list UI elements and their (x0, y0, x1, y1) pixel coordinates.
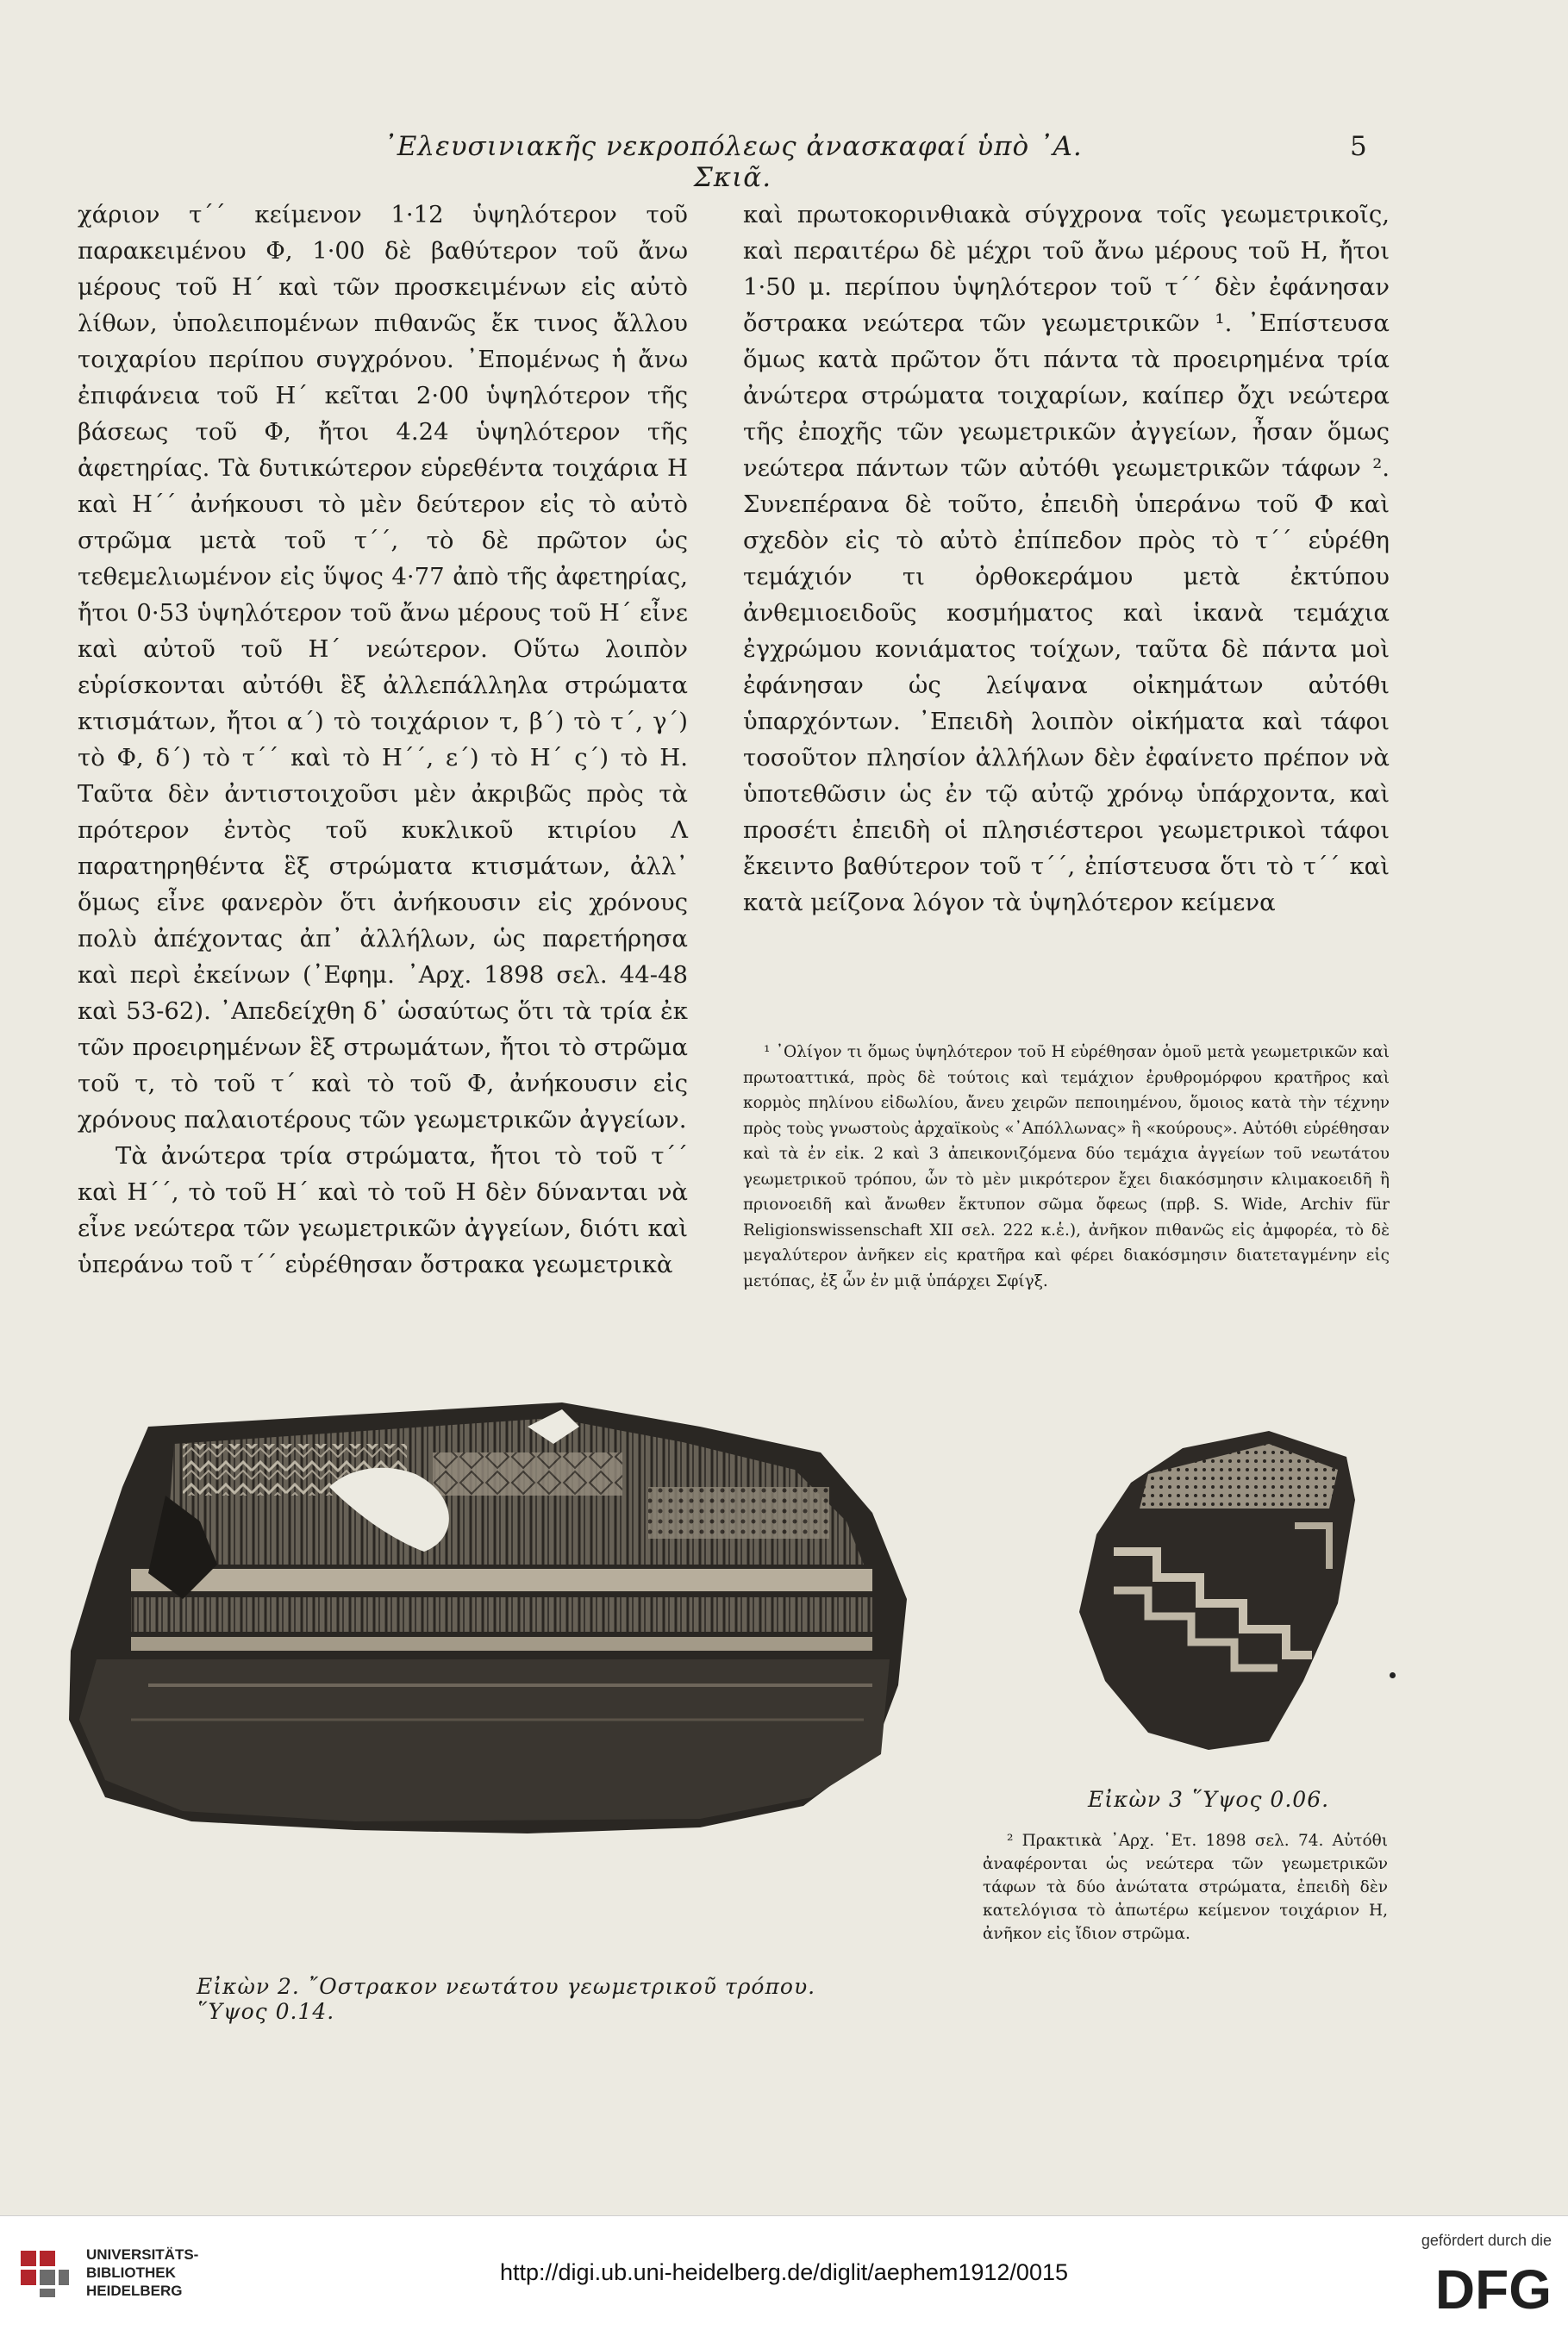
dfg-logo-icon (1405, 2262, 1552, 2315)
figure-2-caption: Εἰκὼν 2. ῎Οστρακον νεωτάτου γεωμετρικοῦ τρόπου. ῞Υψος 0.14. (197, 1974, 816, 2024)
footer-bar (0, 2215, 1568, 2330)
footnote-2-block (983, 1829, 1388, 1946)
left-paragraph-1: χάριον τ´´ κείμενον 1·12 ὑψηλότερον τοῦ παρακειμένου Φ, 1·00 δὲ βαθύτερον τοῦ ἄνω μέρους τοῦ Η´ καὶ τῶν προσκειμένων εἰς αὐτὸ λίθων, ὑπολειπομένων πιθανῶς ἔκ τινος ἄλλου τοιχαρίου περίπου συγχρόνου. ᾽Επομένως ἡ ἄνω ἐπιφάνεια τοῦ Η´ κεῖται 2·00 ὑψηλότερον τῆς βάσεως τοῦ Φ, ἤτοι 4.24 ὑψηλότερον τῆς ἀφετηρίας. Τὰ δυτικώτερον εὑρεθέντα τοιχάρια Η καὶ Η´´ ἀνήκουσι τὸ μὲν δεύτερον εἰς τὸ αὐτὸ στρῶμα μετὰ τοῦ τ´´, τὸ δὲ πρῶτον ὡς τεθεμελιωμένον εἰς ὕψος 4·77 ἀπὸ τῆς ἀφετηρίας, ἤτοι 0·53 ὑψηλότερον τοῦ ἄνω μέρους τοῦ Η´ εἶνε καὶ αὐτοῦ τοῦ Η´ νεώτερον. Οὕτω λοιπὸν εὑρίσκονται αὐτόθι ἓξ ἀλλεπάλληλα στρώματα κτισμάτων, ἤτοι α´) τὸ τοιχάριον τ, β´) τὸ τ´, γ´) τὸ Φ, δ´) τὸ τ´´ καὶ τὸ Η´´, ε´) τὸ Η´ ς´) τὸ Η. Ταῦτα δὲν ἀντιστοιχοῦσι μὲν ἀκριβῶς πρὸς τὰ πρότερον ἐντὸς τοῦ κυκλικοῦ κτιρίου Λ παρατηρηθέντα ἓξ στρώματα κτισμάτων, ἀλλ᾽ ὅμως εἶνε φανερὸν ὅτι ἀνήκουσιν εἰς χρόνους πολὺ ἀπέχοντας ἀπ᾽ ἀλλήλων, ὡς παρετήρησα καὶ περὶ ἐκείνων (᾽Εφημ. ᾽Αρχ. 1898 σελ. 44-48 καὶ 53-62). ᾽Απεδείχθη δ᾽ ὡσαύτως ὅτι τὰ τρία ἐκ τῶν προειρημένων ἓξ στρωμάτων, ἤτοι τὸ στρῶμα τοῦ τ, τὸ τοῦ τ´ καὶ τὸ τοῦ Φ, ἀνήκουσιν εἰς χρόνους παλαιοτέρους τῶν γεωμετρικῶν ἀγγείων. (78, 201, 688, 1134)
left-column (78, 197, 688, 1283)
funded-by-label: gefördert durch die (1421, 2232, 1552, 2249)
right-paragraph-1: καὶ πρωτοκορινθιακὰ σύγχρονα τοῖς γεωμετρικοῖς, καὶ περαιτέρω δὲ μέχρι τοῦ ἄνω μέρους τοῦ Η, ἤτοι 1·50 μ. περίπου ὑψηλότερον τοῦ τ´´ δὲν ἐφάνησαν ὄστρακα νεώτερα τῶν γεωμετρικῶν ¹. ᾽Επίστευσα ὅμως κατὰ πρῶτον ὅτι πάντα τὰ προειρημένα τρία ἀνώτερα στρώματα τοιχαρίων, καίπερ ὄχι νεώτερα τῆς ἐποχῆς τῶν γεωμετρικῶν ἀγγείων, ἦσαν ὅμως νεώτερα πάντων τῶν αὐτόθι γεωμετρικῶν τάφων ². Συνεπέρανα δὲ τοῦτο, ἐπειδὴ ὑπεράνω τοῦ Φ καὶ σχεδὸν εἰς τὸ αὐτὸ ἐπίπεδον πρὸς τὸ τ´´ εὑρέθη τεμάχιόν τι ὀρθοκεράμου μετὰ ἐκτύπου ἀνθεμιοειδοῦς κοσμήματος καὶ ἱκανὰ τεμάχια ἐγχρώμου κονιάματος τοίχων, ταῦτα δὲ πάντα μοὶ ἐφάνησαν ὡς λείψανα οἰκημάτων αὐτόθι ὑπαρχόντων. ᾽Επειδὴ λοιπὸν οἰκήματα καὶ τάφοι τοσοῦτον πλησίον ἀλλήλων δὲν ἐφαίνετο πρέπον νὰ ὑποτεθῶσιν ὡς ἐν τῷ αὐτῷ χρόνῳ ὑπάρχοντα, καὶ προσέτι ἐπειδὴ οἱ πλησιέστεροι γεωμετρικοὶ τάφοι ἔκειντο βαθύτερον τοῦ τ´´, ἐπίστευσα ὅτι τὸ τ´´ καὶ κατὰ μείζονα λόγον τὰ ὑψηλότερον κείμενα (743, 201, 1390, 916)
dfg-logo-text: DFG (1434, 2262, 1552, 2315)
footnote-2: ² Πρακτικὰ ᾽Αρχ. ῾Ετ. 1898 σελ. 74. Αὐτόθι ἀναφέρονται ὡς νεώτερα τῶν γεωμετρικῶν τάφων τὰ δύο ἀνώτατα στρώματα, ἐπειδὴ δὲν κατελόγισα τὸ ἀπωτέρω κείμενον τοιχάριον Η, ἀνῆκον εἰς ἴδιον στρῶμα. (983, 1832, 1388, 1943)
footnote-1-block (743, 1040, 1390, 1294)
figure-2-sherd-image (45, 1392, 922, 1839)
source-url[interactable]: http://digi.ub.uni-heidelberg.de/diglit/aephem1912/0015 (500, 2259, 1068, 2285)
figure-3-sherd-image (1053, 1422, 1374, 1758)
figure-3-caption: Εἰκὼν 3 ῞Υψος 0.06. (1088, 1787, 1330, 1812)
page-number: 5 (1350, 131, 1367, 162)
footnote-1: ¹ ᾽Ολίγον τι ὅμως ὑψηλότερον τοῦ Η εὑρέθησαν ὁμοῦ μετὰ γεωμετρικῶν καὶ πρωτοαττικά, πρὸς δὲ τούτοις καὶ τεμάχιον ἐρυθρομόρφου κρατῆρος καὶ κορμὸς πηλίνου εἰδωλίου, ἄνευ χειρῶν πεποιημένου, ὅμοιος κατὰ τὴν τέχνην πρὸς τοὺς γνωστοὺς ἀρχαϊκοὺς «᾽Απόλλωνας» ἢ «κούρους». Αὐτόθι εὑρέθησαν καὶ τὰ ἐν εἰκ. 2 καὶ 3 ἀπεικονιζόμενα δύο τεμάχια ἀγγείων τοῦ νεωτάτου γεωμετρικοῦ τρόπου, ὧν τὸ μὲν μικρότερον ἔχει διακόσμησιν κλιμακοειδῆ ἢ πριονοειδῆ καὶ ἄνωθεν ἔκτυπον σῶμα ὄφεως (πρβ. S. Wide, Archiv für Religionswissenschaft XII σελ. 222 κ.ἑ.), ἀνῆκον πιθανῶς εἰς ἀμφορέα, τὸ δὲ μεγαλύτερον ἀνῆκεν εἰς κρατῆρα καὶ φέρει διακόσμησιν διατεταγμένην εἰς μετόπας, ἐξ ὧν ἐν μιᾷ ὑπάρχει Σφίγξ. (743, 1043, 1390, 1290)
library-name-line-2: BIBLIOTHEK (86, 2264, 176, 2281)
running-head: ᾽Ελευσινιακῆς νεκροπόλεως ἀνασκαφαί ὑπὸ ᾽Α. Σκιᾶ. (383, 131, 1083, 193)
right-column (743, 197, 1390, 921)
funder-block (1388, 2232, 1552, 2319)
left-paragraph-2: Τὰ ἀνώτερα τρία στρώματα, ἤτοι τὸ τοῦ τ´´ καὶ Η´´, τὸ τοῦ Η´ καὶ τὸ τοῦ Η δὲν δύνανται νὰ εἶνε νεώτερα τῶν γεωμετρικῶν ἀγγείων, διότι καὶ ὑπεράνω τοῦ τ´´ εὑρέθησαν ὄστρακα γεωμετρικὰ (78, 1142, 688, 1278)
library-name-line-3: HEIDELBERG (86, 2283, 183, 2299)
margin-dot (1390, 1672, 1396, 1678)
library-name-line-1: UNIVERSITÄTS- (86, 2246, 199, 2263)
